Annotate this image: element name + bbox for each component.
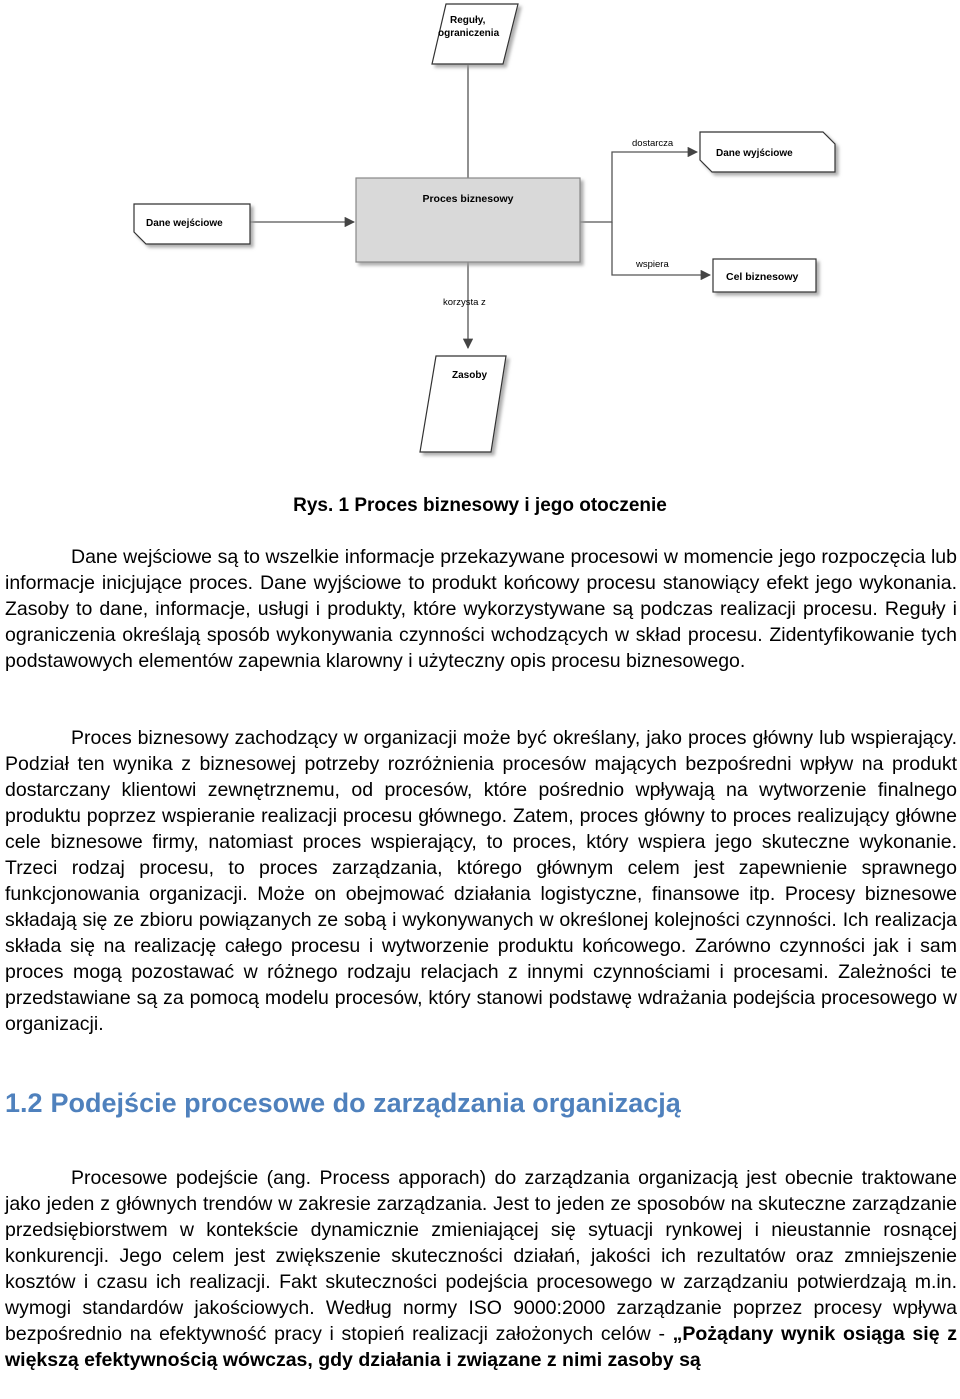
paragraph-process-approach xyxy=(5,1165,957,1373)
paragraph-process-approach-text: Procesowe podejście (ang. Process apporach) do zarządzania organizacją jest obecnie traktowane jako jeden z głównych trendów w zakresie zarządzania. Jest to jeden ze sposobów na skuteczne zarządzanie przedsiębiorstwem w kontekście dynamicznie zmieniającej się sytuacji rynkowej i nieustannie rosnącej konkurencji. Jego celem jest zwiększenie skuteczności działań, jakości ich rezultatów oraz zmniejszenie kosztów i czasu ich realizacji. Fakt skuteczności podejścia procesowego w zarządzaniu potwierdzają m.in. wymogi standardów jakościowych. Według normy ISO 9000:2000 zarządzanie poprzez procesy wpływa bezpośrednio na efektywność pracy i stopień realizacji założonych celów - xyxy=(5,1167,957,1345)
section-heading xyxy=(5,1088,681,1119)
section-number: 1.2 xyxy=(5,1088,43,1118)
delivers-edge-label: dostarcza xyxy=(632,138,674,149)
figure-caption: Rys. 1 Proces biznesowy i jego otoczenie xyxy=(293,495,667,516)
section-title: Podejście procesowe do zarządzania organizacją xyxy=(50,1088,681,1118)
paragraph-inputs-outputs: Dane wejściowe są to wszelkie informacje przekazywane procesowi w momencie jego rozpoczęcia lub informacje inicjujące proces. Dane wyjściowe to produkt końcowy procesu stanowiący efekt jego wykonania. Zasoby to dane, informacje, usługi i produkty, które wykorzystywane są podczas realizacji procesu. Reguły i ograniczenia określają sposób wykonywania czynności wchodzących w skład procesu. Zidentyfikowanie tych podstawowych elementów zapewnia klarowny i użyteczny opis procesu biznesowego. xyxy=(5,546,957,672)
process-diagram xyxy=(0,0,960,470)
goal-label: Cel biznesowy xyxy=(726,271,799,283)
rules-label-line2: ograniczenia xyxy=(438,28,500,39)
output-connector xyxy=(580,152,697,222)
input-label: Dane wejściowe xyxy=(146,218,223,229)
process-node[interactable] xyxy=(356,178,580,262)
iso-quote: „Pożądany wynik osiąga się z większą efektywnością wówczas, gdy działania i związane z nimi zasoby są xyxy=(5,1323,957,1371)
supports-edge-label: wspiera xyxy=(636,259,669,270)
process-label: Proces biznesowy xyxy=(422,193,514,205)
resources-label: Zasoby xyxy=(452,370,488,381)
output-label: Dane wyjściowe xyxy=(716,148,793,159)
rules-label-line1: Reguły, xyxy=(450,15,486,26)
uses-edge-label: korzysta z xyxy=(443,297,486,308)
paragraph-process-types: Proces biznesowy zachodzący w organizacji może być określany, jako proces główny lub wspierający. Podział ten wynika z biznesowej potrzeby rozróżnienia procesów mających bezpośredni wpływ na produkt dostarczany klientowi zewnętrznemu, od procesów, które pośrednio wpływają na wytworzenie finalnego produktu poprzez wspieranie realizacji procesu głównego. Zatem, proces główny to proces realizujący główne cele biznesowe firmy, natomiast proces wspierający, to proces, który wspiera jego skuteczne wykonanie. Trzeci rodzaj procesu, to proces zarządzania, którego głównym celem jest zapewnienie sprawnego funkcjonowania organizacji. Może on obejmować działania logistyczne, finansowe itp. Procesy biznesowe składają się ze zbioru powiązanych ze sobą i wykonywanych w określonej kolejności czynności. Ich realizacja składa się na realizację całego procesu i wytworzenie produktu końcowego. Zarówno czynności jak i sam proces mogą pozostawać w różnego rodzaju relacjach z innymi czynnościami i procesami. Zależności te przedstawiane są za pomocą modelu procesów, który stanowi podstawę wdrażania podejścia procesowego w organizacji. xyxy=(5,727,957,1035)
